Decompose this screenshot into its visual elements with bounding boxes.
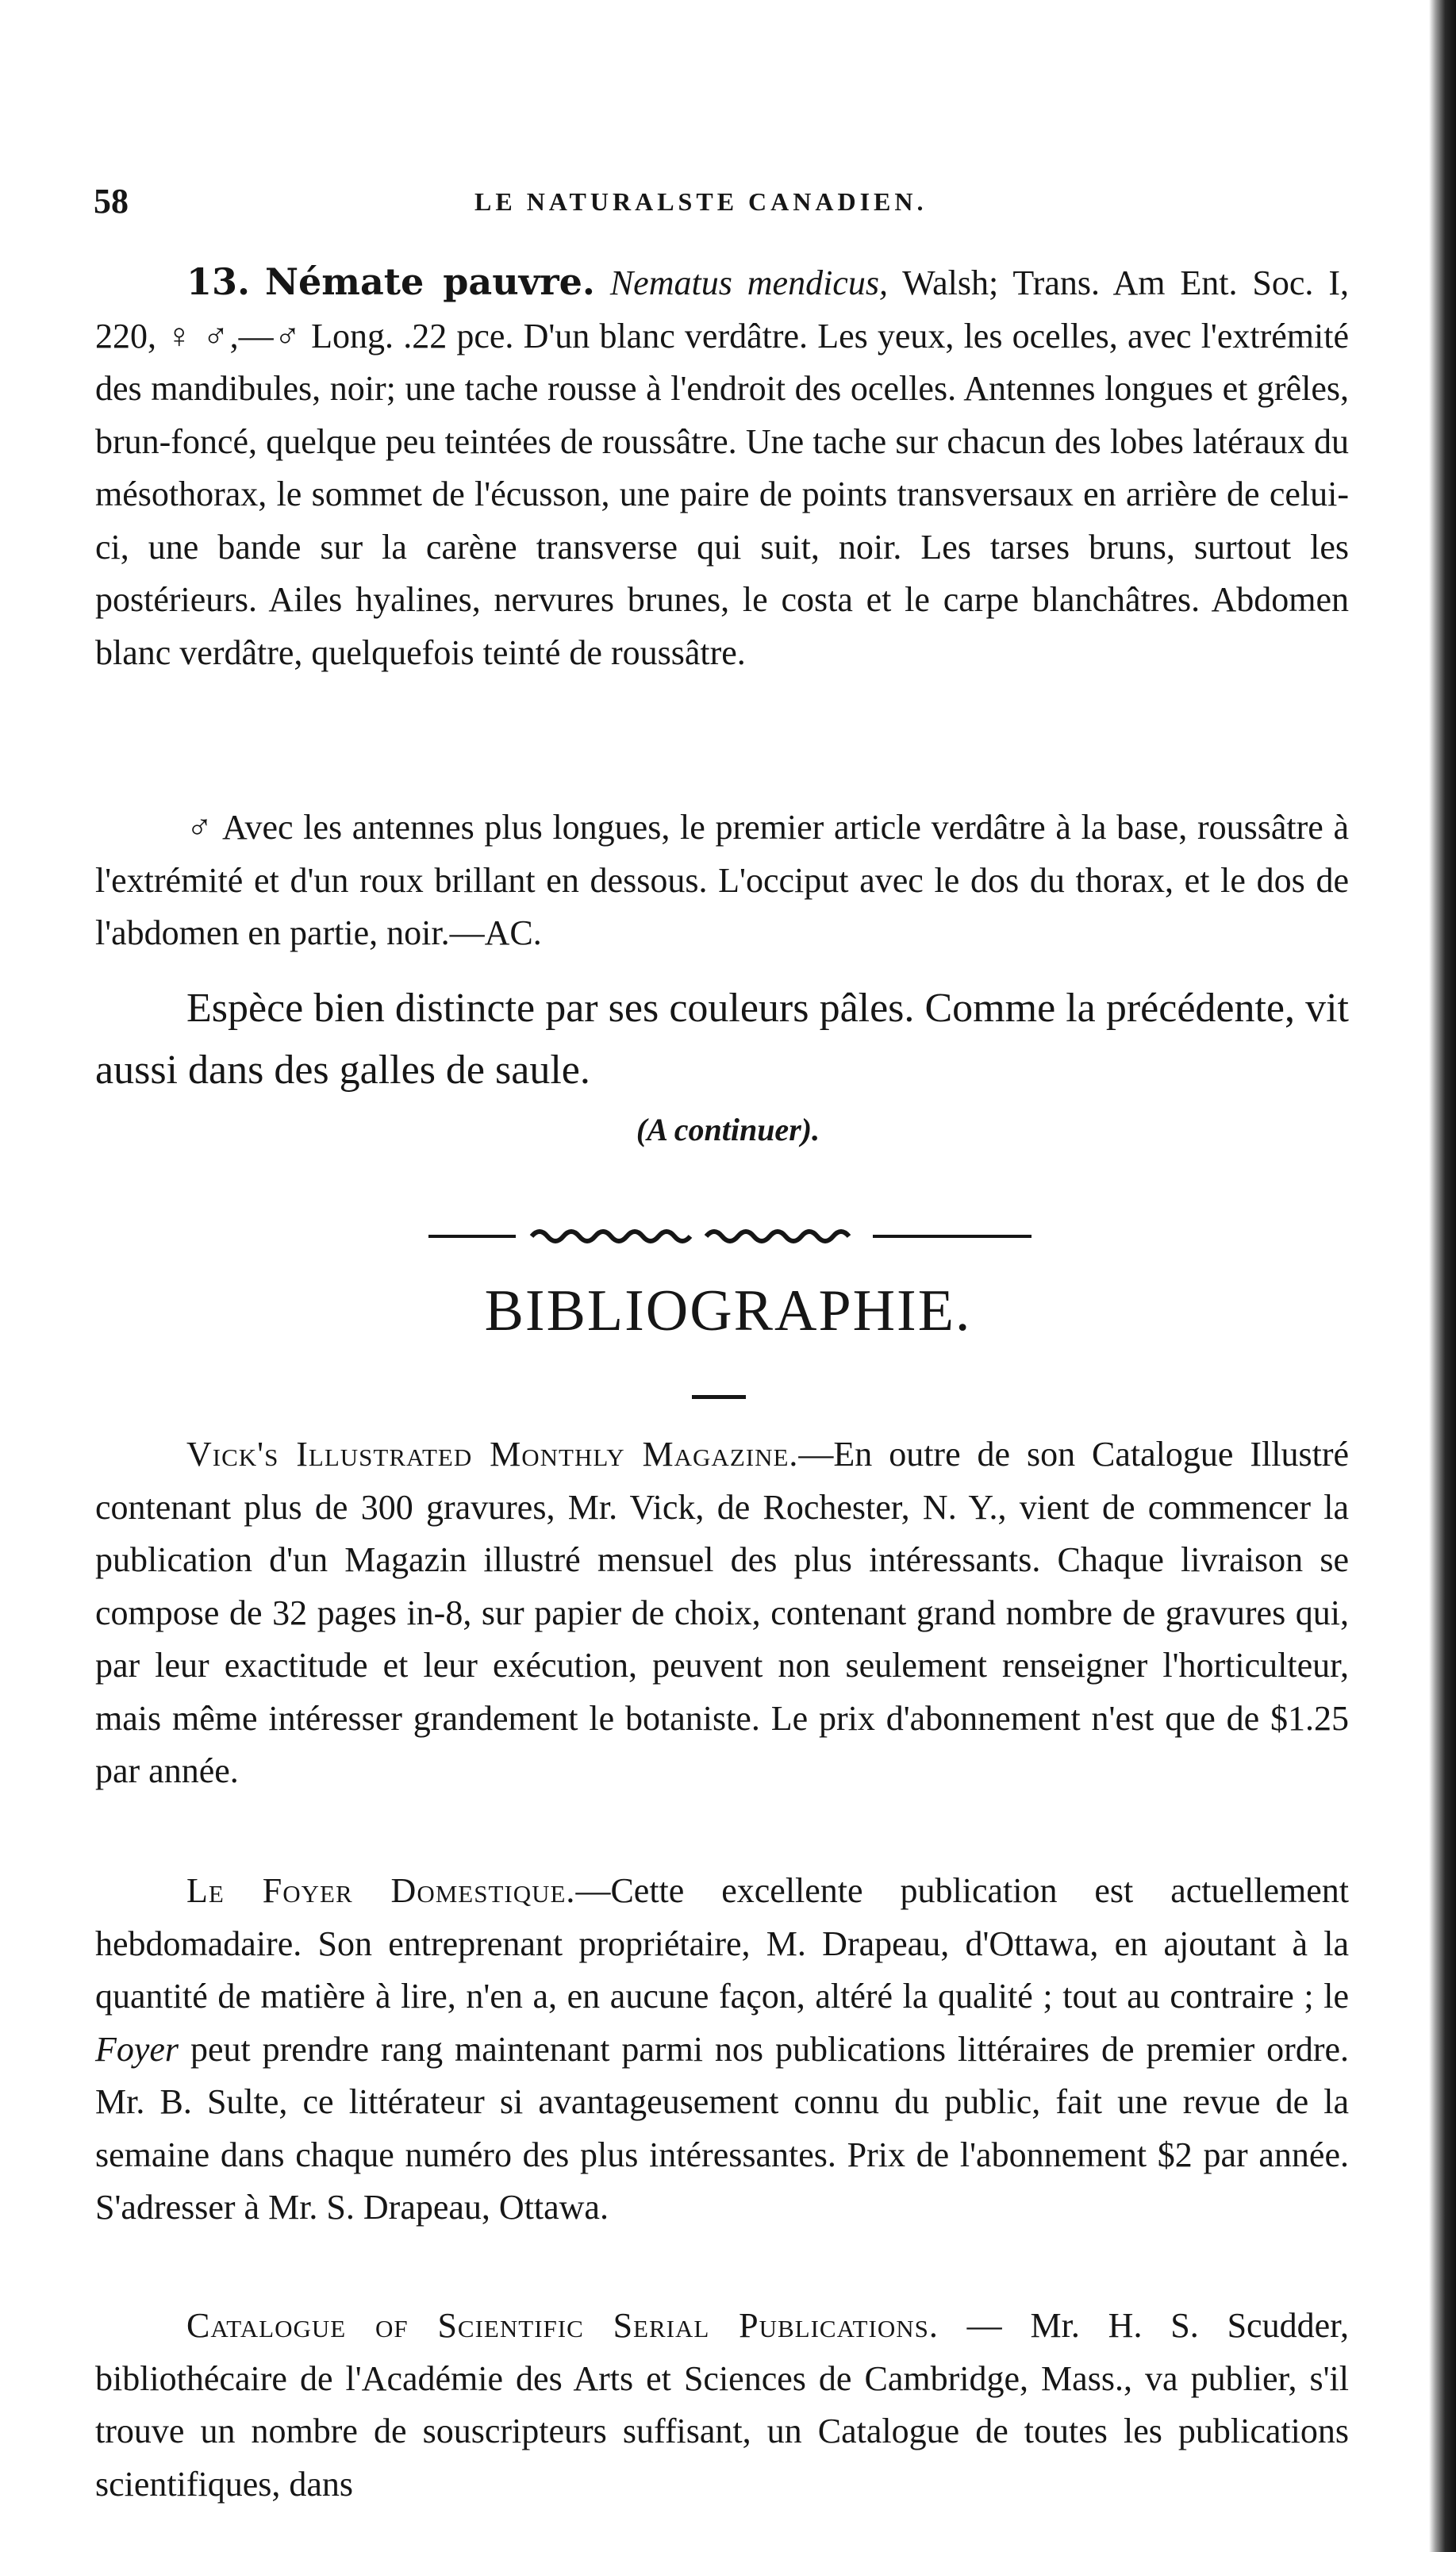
bibliography-text: —Cette excellente publication est actuellement hebdomadaire. Son entreprenant propriétaire, M. Drapeau, d'Ottawa, en ajoutant à la quantité de matière à lire, n'en a, en aucune façon, altéré la qualité ; tout au contraire ; le <box>95 1871 1349 2016</box>
bibliography-italic-title: Foyer <box>95 2029 179 2069</box>
entry-name: Némate pauvre. <box>264 260 595 303</box>
bibliography-entry-foyer <box>95 1865 1349 2235</box>
male-note: ♂ Avec les antennes plus longues, le premier article verdâtre à la base, roussâtre à l'extrémité et d'un roux brillant en dessous. L'occiput avec le dos du thorax, et le dos de l'abdomen en partie, noir.—AC. <box>95 808 1349 952</box>
ornamental-divider <box>428 1219 1031 1251</box>
entry-latin-name: Nematus mendicus, <box>609 263 888 302</box>
bibliography-text: — Mr. H. S. Scudder, bibliothécaire de l'Académie des Arts et Sciences de Cambridge, Mass., va publier, s'il trouve un nombre de souscripteurs suffisant, un Catalogue de toutes les publications scientifiques, dans <box>95 2306 1349 2504</box>
title-rule <box>692 1395 746 1399</box>
entry-text: Walsh; Trans. Am Ent. Soc. I, 220, ♀ ♂,—♂ Long. .22 pce. D'un blanc verdâtre. Les yeux, les ocelles, avec l'extrémité des mandibules, noir; une tache rousse à l'endroit des ocelles. Antennes longues et grêles, brun-foncé, quelque peu teintées de roussâtre. Une tache sur chacun des lobes latéraux du mésothorax, le sommet de l'écusson, une paire de points transversaux en arrière de celui-ci, une bande sur la carène transverse qui suit, noir. Les tarses bruns, surtout les postérieurs. Ailes hyalines, nervures brunes, le costa et le carpe blanchâtres. Abdomen blanc verdâtre, quelquefois teinté de roussâtre. <box>95 263 1350 672</box>
bibliography-text-continued: peut prendre rang maintenant parmi nos publications littéraires de premier ordre. Mr. B. Sulte, ce littérateur si avantageusement connu du public, fait une revue de la semaine dans chaque numéro des plus intéressantes. Prix de l'abonnement $2 par année. S'adresser à Mr. S. Drapeau, Ottawa. <box>95 2029 1349 2227</box>
bibliography-entry-vick <box>95 1428 1349 1798</box>
running-title: LE NATURALSTE CANADIEN. <box>474 187 928 216</box>
bibliography-heading: Le Foyer Domestique. <box>186 1871 576 1910</box>
bibliography-text: —En outre de son Catalogue Illustré contenant plus de 300 gravures, Mr. Vick, de Rochester, N. Y., vient de commencer la publication d'un Magazin illustré mensuel des plus intéressants. Chaque livraison se compose de 32 pages in-8, sur papier de choix, contenant grand nombre de gravures qui, par leur exactitude et leur exécution, peuvent non seulement renseigner l'horticulteur, mais même intéresser grandement le botaniste. Le prix d'abonnement n'est que de $1.25 par année. <box>95 1435 1349 1790</box>
bibliography-heading: Catalogue of Scientific Serial Publications. <box>186 2306 939 2345</box>
page-number: 58 <box>94 182 129 221</box>
page-binding-edge <box>1429 0 1456 2552</box>
entry-number: 13. <box>186 260 251 303</box>
page-header <box>94 181 1331 229</box>
bibliography-entry-catalogue <box>95 2300 1349 2511</box>
section-title: BIBLIOGRAPHIE. <box>484 1278 972 1343</box>
entry-description <box>95 256 1349 679</box>
entry-remark: Espèce bien distincte par ses couleurs pâles. Comme la précédente, vit aussi dans des galles de saule. <box>95 986 1349 1093</box>
continuation-note: (A continuer). <box>636 1112 820 1147</box>
bibliography-heading: Vick's Illustrated Monthly Magazine. <box>186 1435 799 1474</box>
